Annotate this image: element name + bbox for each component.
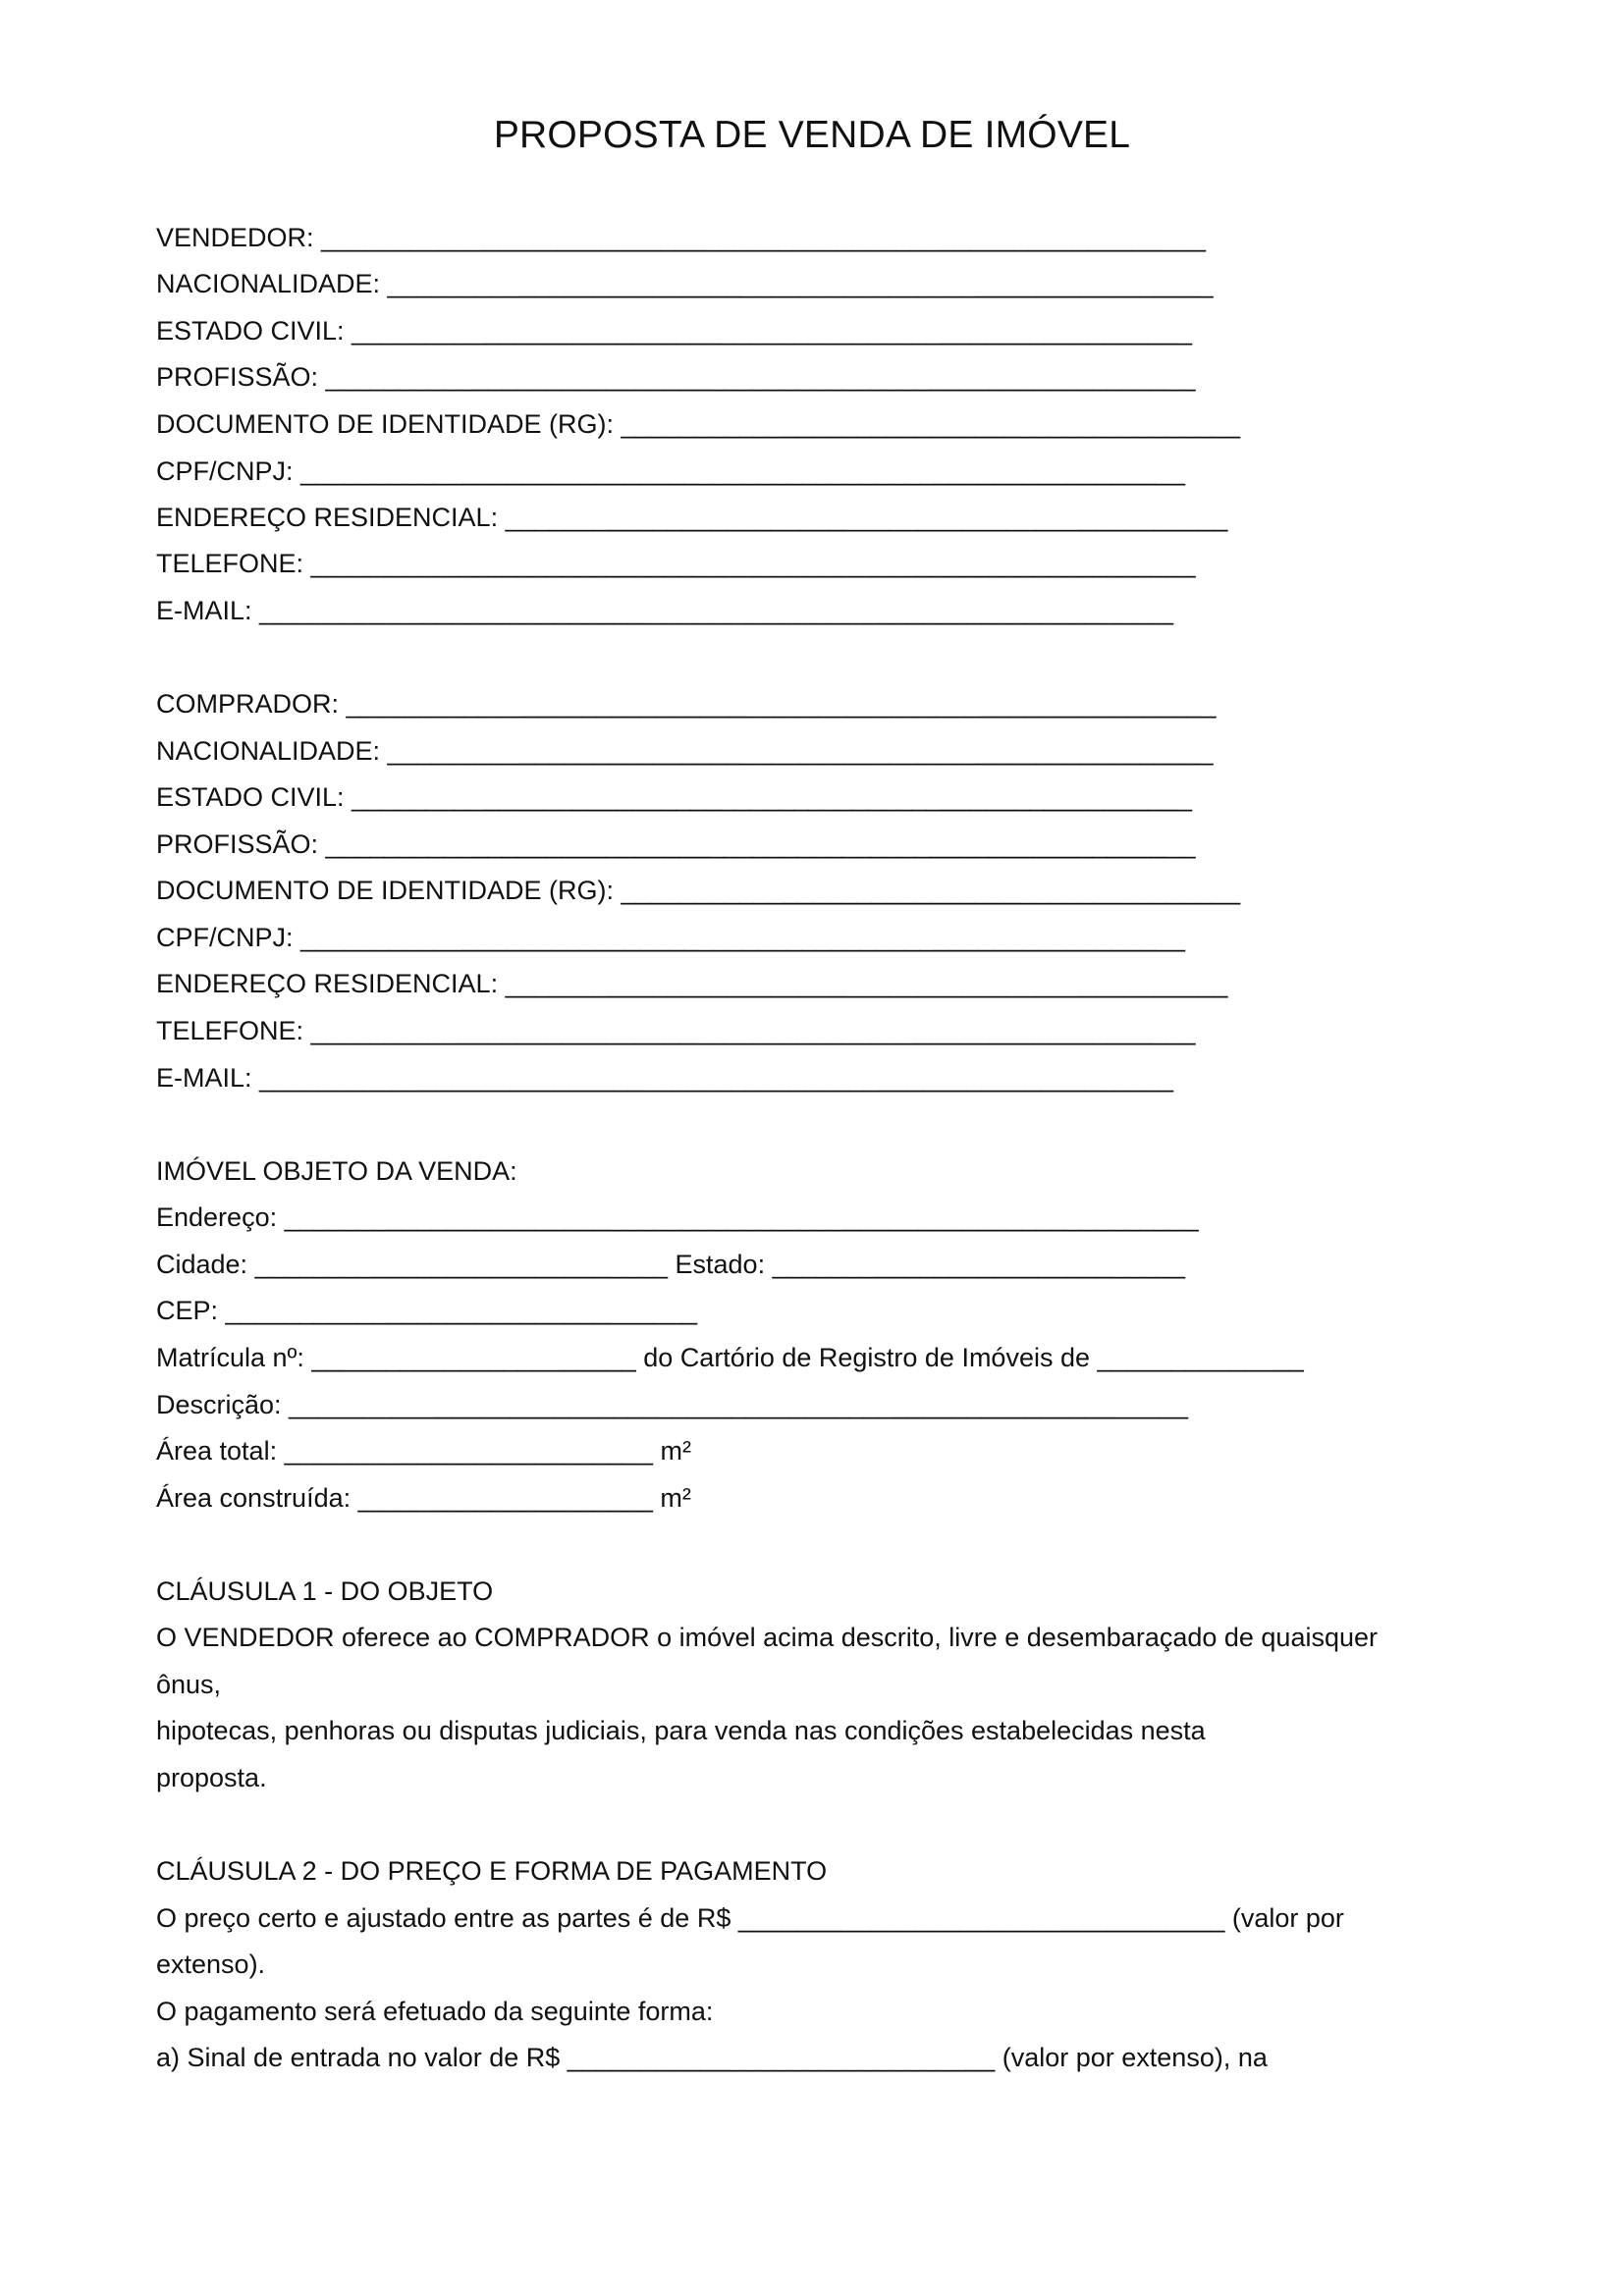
seller-cpf-field[interactable]: CPF/CNPJ: ____________________________________________________________ bbox=[156, 456, 1185, 486]
buyer-profession-field[interactable]: PROFISSÃO: ___________________________________________________________ bbox=[156, 829, 1196, 859]
clause-2-down-payment-line[interactable]: a) Sinal de entrada no valor de R$ _____________________________ (valor por extenso), na bbox=[156, 2043, 1268, 2072]
buyer-email-field[interactable]: E-MAIL: ______________________________________________________________ bbox=[156, 1063, 1174, 1093]
buyer-nationality-field[interactable]: NACIONALIDADE: ________________________________________________________ bbox=[156, 736, 1214, 766]
clause-2-price-line[interactable]: O preço certo e ajustado entre as partes é de R$ _________________________________ (valor por bbox=[156, 1903, 1344, 1933]
clause-2-heading: CLÁUSULA 2 - DO PREÇO E FORMA DE PAGAMENTO bbox=[156, 1856, 828, 1886]
seller-email-field[interactable]: E-MAIL: ______________________________________________________________ bbox=[156, 596, 1174, 625]
clause-2-text-line: extenso). bbox=[156, 1949, 266, 1979]
property-city-state-field[interactable]: Cidade: ____________________________ Estado: ____________________________ bbox=[156, 1250, 1186, 1279]
buyer-rg-field[interactable]: DOCUMENTO DE IDENTIDADE (RG): __________________________________________ bbox=[156, 876, 1241, 905]
seller-marital-status-field[interactable]: ESTADO CIVIL: _________________________________________________________ bbox=[156, 316, 1192, 346]
buyer-name-field[interactable]: COMPRADOR: ___________________________________________________________ bbox=[156, 689, 1217, 719]
property-address-field[interactable]: Endereço: ______________________________________________________________ bbox=[156, 1202, 1199, 1232]
seller-name-field[interactable]: VENDEDOR: ____________________________________________________________ bbox=[156, 223, 1206, 252]
seller-address-field[interactable]: ENDEREÇO RESIDENCIAL: _________________________________________________ bbox=[156, 503, 1228, 532]
property-description-field[interactable]: Descrição: _____________________________________________________________ bbox=[156, 1390, 1189, 1419]
seller-rg-field[interactable]: DOCUMENTO DE IDENTIDADE (RG): __________________________________________ bbox=[156, 409, 1241, 439]
clause-1-text-line: ônus, bbox=[156, 1670, 222, 1699]
buyer-address-field[interactable]: ENDEREÇO RESIDENCIAL: _________________________________________________ bbox=[156, 969, 1228, 998]
seller-nationality-field[interactable]: NACIONALIDADE: ________________________________________________________ bbox=[156, 269, 1214, 298]
property-cep-field[interactable]: CEP: ________________________________ bbox=[156, 1296, 698, 1325]
buyer-phone-field[interactable]: TELEFONE: ____________________________________________________________ bbox=[156, 1016, 1196, 1045]
seller-phone-field[interactable]: TELEFONE: ____________________________________________________________ bbox=[156, 549, 1196, 578]
clause-1-text-line: O VENDEDOR oferece ao COMPRADOR o imóvel acima descrito, livre e desembaraçado de quaisquer bbox=[156, 1623, 1379, 1652]
clause-1-heading: CLÁUSULA 1 - DO OBJETO bbox=[156, 1576, 494, 1606]
property-built-area-field[interactable]: Área construída: ____________________ m² bbox=[156, 1483, 691, 1513]
buyer-cpf-field[interactable]: CPF/CNPJ: ____________________________________________________________ bbox=[156, 923, 1185, 952]
clause-1-text-line: hipotecas, penhoras ou disputas judiciais, para venda nas condições estabelecidas nesta bbox=[156, 1716, 1206, 1745]
property-total-area-field[interactable]: Área total: _________________________ m² bbox=[156, 1436, 691, 1466]
clause-2-text-line: O pagamento será efetuado da seguinte forma: bbox=[156, 1997, 714, 2026]
property-heading: IMÓVEL OBJETO DA VENDA: bbox=[156, 1156, 517, 1186]
buyer-marital-status-field[interactable]: ESTADO CIVIL: _________________________________________________________ bbox=[156, 782, 1192, 812]
clause-1-text-line: proposta. bbox=[156, 1763, 267, 1792]
property-registration-field[interactable]: Matrícula nº: ______________________ do Cartório de Registro de Imóveis de ______________ bbox=[156, 1343, 1304, 1372]
document-title: PROPOSTA DE VENDA DE IMÓVEL bbox=[493, 114, 1131, 156]
seller-profession-field[interactable]: PROFISSÃO: ___________________________________________________________ bbox=[156, 362, 1196, 392]
